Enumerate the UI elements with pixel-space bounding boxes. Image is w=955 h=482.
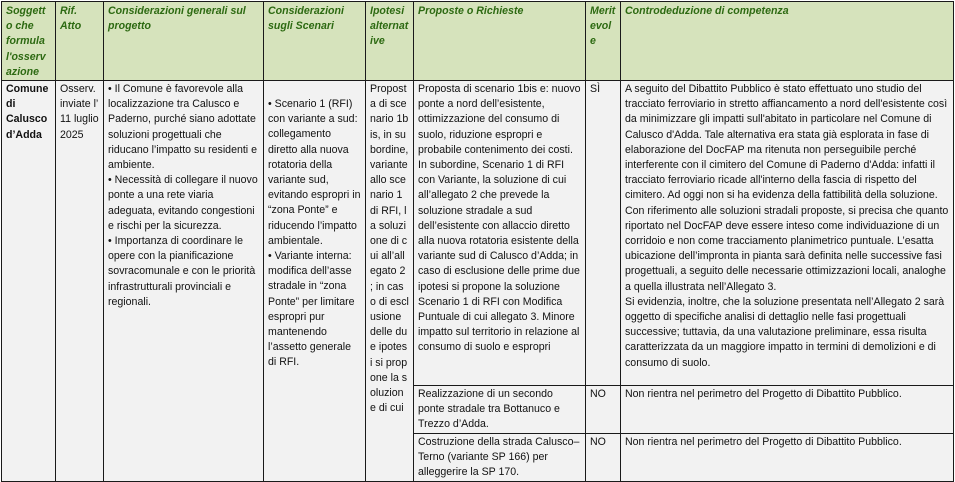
ipotesi-text: Proposta di scenario 1bis, in subordine, variante allo scenario 1 di RFI, la soluzione di cui all’allegato 2 ; in caso di esclusione delle due ipotesi si propone la soluzione di cui	[370, 83, 409, 415]
soggetto-text: Comune di Calusco d’Adda	[6, 83, 49, 141]
table-row	[2, 81, 954, 386]
header-soggetto	[2, 2, 56, 81]
header-ipotesi	[366, 2, 414, 81]
header-considerazioni-scenari	[264, 2, 366, 81]
controdeduzione-paragraph: Con riferimento alle soluzioni stradali proposte, si precisa che quanto riportato nel DocFAP deve essere inteso come individuazione di un corridoio e non come tracciamento planimetrico puntuale. L’esatta ubicazione dell’impronta in pianta sarà definita nelle successive fasi progettuali, a seguito delle necessarie ottimizzazioni locali, analoghe a quella illustrata nell’Allegato 3.	[625, 204, 949, 293]
header-considerazioni-generali	[104, 2, 264, 81]
header-controdeduzione	[621, 2, 954, 81]
header-ipotesi-text: Ipotesi alternative	[370, 5, 409, 48]
cell-proposta	[414, 433, 586, 481]
cell-controdeduzione	[621, 81, 954, 386]
header-proposte	[414, 2, 586, 81]
controdeduzione-paragraph: Si evidenzia, inoltre, che la soluzione presentata nell’Allegato 2 sarà oggetto di specifiche analisi di dettaglio nelle fasi progettuali successive; tuttavia, da una valutazione preliminare, essa risulta caratterizzata da un maggiore impatto in termini di demolizioni e di consumo di suolo.	[625, 295, 945, 369]
header-meritevole-text: Meritevole	[590, 5, 616, 48]
considerazione-generale-item: • Il Comune è favorevole alla localizzazione tra Calusco e Paderno, purché siano adottate soluzioni progettuali che riducano l’impatto su residenti e ambiente.	[108, 82, 259, 173]
cell-considerazioni-scenari	[264, 81, 366, 482]
considerazione-generale-item: • Necessità di collegare il nuovo ponte a una rete viaria adeguata, evitando congestioni e rischi per la sicurezza.	[108, 173, 259, 234]
cell-meritevole	[586, 81, 621, 386]
cell-rif-atto	[56, 81, 104, 482]
cell-soggetto	[2, 81, 56, 482]
proposta-text: Realizzazione di un secondo ponte stradale tra Bottanuco e Trezzo d’Adda.	[418, 388, 560, 431]
header-meritevole	[586, 2, 621, 81]
cell-controdeduzione	[621, 433, 954, 481]
meritevole-value: NO	[590, 388, 606, 401]
header-considerazioni-generali-text: Considerazioni generali sul progetto	[108, 5, 246, 33]
considerazione-scenario-item: • Variante interna: modifica dell’asse stradale in “zona Ponte” per limitare espropri pur mantenendo l’assetto generale di RFI.	[268, 249, 361, 371]
cell-proposta	[414, 81, 586, 386]
proposta-text: Costruzione della strada Calusco–Terno (variante SP 166) per alleggerire la SP 170.	[418, 435, 580, 479]
controdeduzione-paragraph: Non rientra nel perimetro del Progetto di Dibattito Pubblico.	[625, 388, 902, 401]
considerazione-generale-item: • Importanza di coordinare le opere con la pianificazione sovracomunale e con le priorità infrastrutturali provinciali e regionali.	[108, 234, 259, 310]
controdeduzione-paragraph: Non rientra nel perimetro del Progetto di Dibattito Pubblico.	[625, 435, 902, 448]
header-proposte-text: Proposte o Richieste	[418, 5, 524, 17]
header-rif-atto	[56, 2, 104, 81]
cell-controdeduzione	[621, 386, 954, 434]
proposta-text: Proposta di scenario 1bis e: nuovo ponte a nord dell’esistente, ottimizzazione del consumo di suolo, riduzione espropri e probabile contenimento dei costi. In subordine, Scenario 1 di RFI con Variante, la soluzione di cui all’allegato 2 che prevede la soluzione stradale a sud dell’esistente con allaccio diretto alla nuova rotatoria esistente della variante sud di Calusco d’Adda; in caso di esclusione delle prime due ipotesi si propone la soluzione Scenario 1 di RFI con Modifica Puntuale di cui allegato 3. Minore impatto sul territorio in relazione al consumo di suolo e espropri	[418, 83, 581, 354]
cell-proposta	[414, 386, 586, 434]
meritevole-value: NO	[590, 435, 606, 448]
header-soggetto-text: Soggetto che formula l'osservazione	[6, 5, 46, 78]
meritevole-value: SÌ	[590, 83, 601, 96]
observations-table	[1, 1, 954, 482]
rif-atto-text: Osserv. inviate l’ 11 luglio 2025	[60, 83, 99, 141]
header-considerazioni-scenari-text: Considerazioni sugli Scenari	[268, 5, 344, 33]
cell-meritevole	[586, 433, 621, 481]
controdeduzione-paragraph: A seguito del Dibattito Pubblico è stato effettuato uno studio del tracciato ferroviario in stretto affiancamento a nord dell'esistente così da minimizzare gli impatti sull'abitato in particolare nel Comune di Calusco d'Adda. Tale alternativa era stata già esplorata in fase di elaborazione del DocFAP ma ritenuta non perseguibile perché interferente con il cimitero del Comune di Paderno d'Adda: infatti il tracciato ferroviario ricade all'interno della fascia di rispetto del cimitero. Ad oggi non si ha evidenza della fattibilità della soluzione.	[625, 83, 948, 202]
cell-meritevole	[586, 386, 621, 434]
header-rif-atto-text: Rif. Atto	[60, 5, 82, 33]
cell-considerazioni-generali	[104, 81, 264, 482]
header-controdeduzione-text: Controdeduzione di competenza	[625, 5, 789, 17]
header-row	[2, 2, 954, 81]
considerazione-scenario-item: • Scenario 1 (RFI) con variante a sud: collegamento diretto alla nuova rotatoria della variante sud, evitando espropri in “zona Ponte” e riducendo l’impatto ambientale.	[268, 97, 361, 249]
cell-ipotesi	[366, 81, 414, 482]
